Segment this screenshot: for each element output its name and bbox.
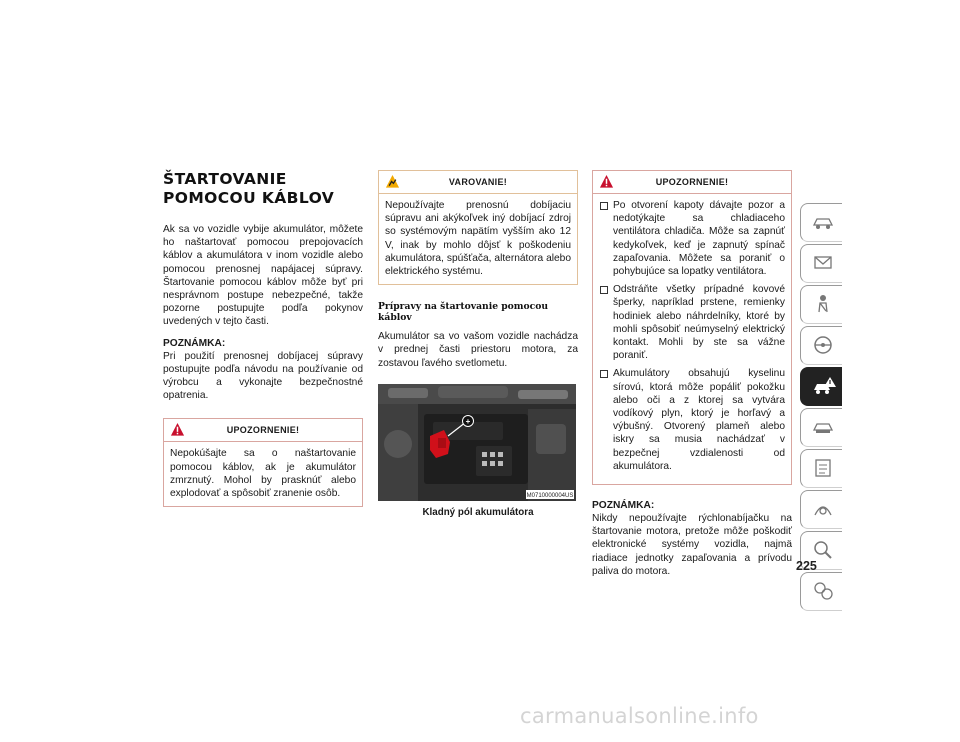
tab-specifications[interactable] — [800, 449, 842, 488]
tab-driving[interactable] — [800, 326, 842, 365]
caution-box-list — [592, 170, 792, 485]
language-icon — [811, 579, 837, 603]
list-item-text: Akumulátory obsahujú kyselinu sírovú, ktorá môže popáliť pokožku alebo oči a z ktorej sa vytvára vodíkový plyn, ktorý je horľavý a výbušný. Otvorený plameň alebo iskry sa musia nachádzať v bezpečnej vzdialenosti od akumulátora. — [613, 368, 785, 472]
tab-multimedia[interactable] — [800, 490, 842, 529]
multimedia-icon — [811, 497, 837, 521]
seatbelt-airbag-icon — [811, 292, 837, 316]
tab-language[interactable] — [800, 572, 842, 611]
list-item — [599, 283, 785, 362]
caution-label: UPOZORNENIE! — [226, 425, 300, 436]
warning-text: Nepoužívajte prenosnú dobíjaciu súpravu ani akýkoľvek iný dobíjací zdroj so systémovým napätím vyšším ako 12 V, inak by mohlo dôjsť k poškodeniu akumulátora, spúšťača, alternátora alebo elektrického systému. — [385, 200, 571, 278]
middle-column — [378, 170, 578, 518]
caution-list-body — [593, 194, 791, 484]
caution-list — [599, 199, 785, 473]
list-item — [599, 367, 785, 473]
caution-triangle-icon — [599, 174, 614, 189]
image-code: M0710000004US — [526, 492, 574, 499]
intro-paragraph: Ak sa vo vozidle vybije akumulátor, môžete ho naštartovať pomocou prepojovacích káblov a akumulátora v inom vozidle alebo pomocou prenosnej napájacej súpravy. Štartovanie pomocou káblov môže byť pri nesprávnom postupe nebezpečné, takže pozorne postupujte podľa pokynov uvedených v tejto časti. — [163, 224, 363, 328]
chapter-tabs — [800, 203, 842, 613]
emergency-car-icon — [811, 374, 837, 398]
controls-mail-icon — [811, 251, 837, 275]
caution-triangle-icon — [170, 422, 185, 437]
note-text: Nikdy nepoužívajte rýchlonabíjačku na štartovanie motora, pretože môže poškodiť elektronické systémy vozidla, najmä riadiace jednotky zapaľovania a prívodu paliva do motora. — [592, 513, 792, 577]
caution-header — [593, 171, 791, 194]
steering-wheel-icon — [811, 333, 837, 357]
right-column — [592, 170, 792, 588]
tab-car-dashboard[interactable] — [800, 203, 842, 242]
list-item — [599, 199, 785, 278]
subsection-title: Prípravy na štartovanie pomocou káblov — [378, 301, 549, 324]
specifications-list-icon — [811, 456, 837, 480]
watermark: carmanualsonline.info — [520, 704, 759, 728]
page-number: 225 — [796, 559, 817, 573]
section-title: ŠTARTOVANIE POMOCOU KÁBLOV — [163, 170, 335, 207]
subsection-paragraph: Akumulátor sa vo vašom vozidle nachádza v prednej časti priestoru motora, za zostavou ľavého svetlometu. — [378, 331, 578, 369]
car-dashboard-icon — [811, 210, 837, 234]
car-service-icon — [811, 415, 837, 439]
warning-triangle-icon — [385, 174, 400, 189]
note-text: Pri použití prenosnej dobíjacej súpravy postupujte podľa návodu na používanie od výrobcu a vykonajte bezpečnostné opatrenia. — [163, 350, 363, 402]
tab-safety[interactable] — [800, 285, 842, 324]
note-label: POZNÁMKA: — [163, 337, 226, 349]
caution-header — [164, 419, 362, 442]
bullet-square-icon — [600, 286, 608, 294]
warning-box — [378, 170, 578, 285]
warning-header — [379, 171, 577, 194]
svg-text:+: + — [465, 416, 471, 426]
list-item-text: Po otvorení kapoty dávajte pozor a nedotýkajte sa chladiaceho ventilátora chladiča. Môže sa zapnúť kedykoľvek, keď je zapnutý spínač zapaľovania. Môžete sa poraniť o pohybujúce sa lopatky ventilátora. — [613, 200, 785, 278]
warning-label: VAROVANIE! — [448, 177, 508, 187]
tab-emergency[interactable] — [800, 367, 842, 406]
note-label: POZNÁMKA: — [592, 500, 655, 512]
tab-service[interactable] — [800, 408, 842, 447]
left-column — [163, 170, 363, 519]
engine-bay-illustration — [378, 384, 576, 501]
bullet-square-icon — [600, 370, 608, 378]
caution-text: Nepokúšajte sa o naštartovanie pomocou káblov, ak je akumulátor zmrznutý. Mohol by prasknúť alebo explodovať a spôsobiť zranenie osôb. — [170, 448, 356, 500]
image-caption: Kladný pól akumulátora — [422, 506, 534, 518]
bullet-square-icon — [600, 202, 608, 210]
caution-box — [163, 418, 363, 507]
caution-label: UPOZORNENIE! — [655, 177, 729, 187]
list-item-text: Odstráňte všetky prípadné kovové šperky, napríklad prstene, remienky hodiniek alebo náhrdelníky, ktoré by mohli spôsobiť neúmyselný elektrický kontakt. Mohli by ste sa vážne poraniť. — [613, 284, 785, 362]
tab-controls[interactable] — [800, 244, 842, 283]
battery-photo — [378, 384, 576, 501]
